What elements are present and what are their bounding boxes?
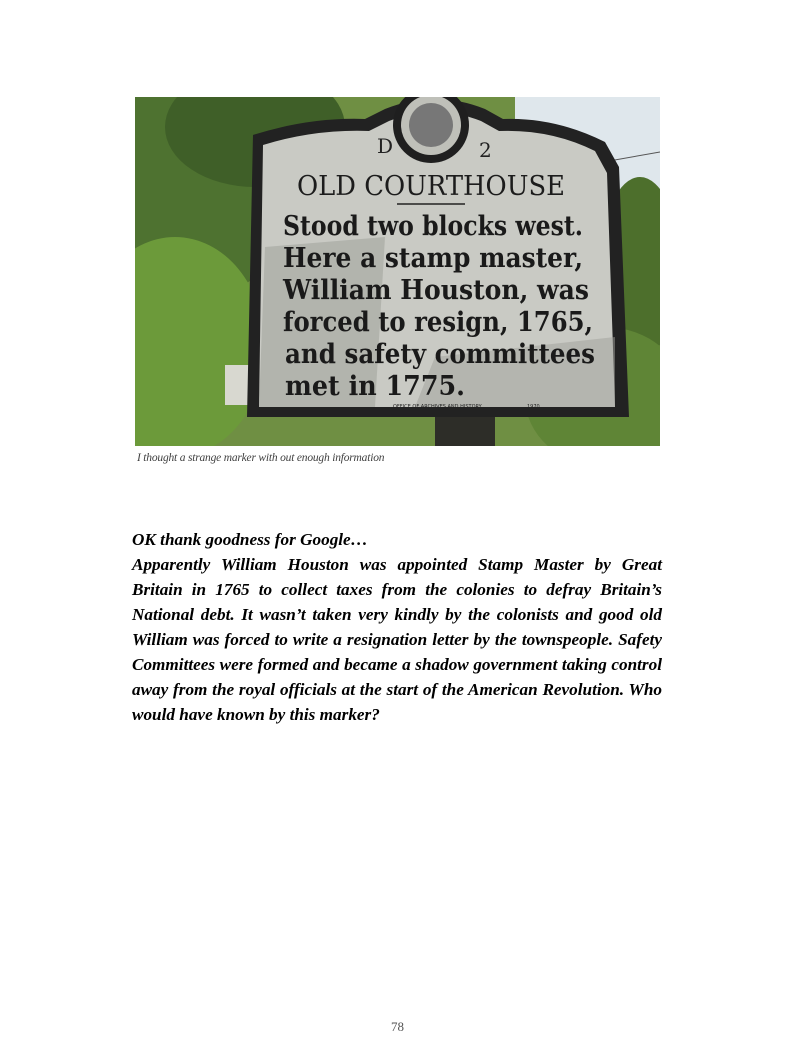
marker-code-left: D (377, 134, 394, 158)
page-number: 78 (391, 1019, 404, 1034)
photo-caption: I thought a strange marker with out enough information (137, 452, 385, 464)
marker-line-2: Here a stamp master, (283, 243, 583, 274)
body-text (132, 527, 662, 727)
marker-code-right: 2 (479, 138, 492, 162)
marker-title: OLD COURTHOUSE (297, 171, 565, 202)
historical-marker-photo (135, 97, 660, 446)
marker-line-5: and safety committees (285, 339, 595, 370)
marker-line-4: forced to resign, 1765, (283, 307, 593, 338)
marker-footer-year: 1970 (527, 404, 540, 410)
marker-line-6: met in 1775. (285, 371, 465, 402)
body-paragraph: Apparently William Houston was appointed Stamp Master by Great Britain in 1765 to collect taxes from the colonies to defray Britain’s National debt. It wasn’t taken very kindly by the colonists and good old William was forced to write a resignation letter by the townspeople. Safety Committees were formed and became a shadow government taking control away from the royal officials at the start of the American Revolution. Who would have known by this marker? (132, 555, 662, 724)
marker-line-1: Stood two blocks west. (283, 211, 583, 242)
marker-footer-office: OFFICE OF ARCHIVES AND HISTORY (393, 404, 482, 410)
marker-line-3: William Houston, was (282, 275, 589, 306)
section-heading: OK thank goodness for Google… (132, 530, 368, 549)
